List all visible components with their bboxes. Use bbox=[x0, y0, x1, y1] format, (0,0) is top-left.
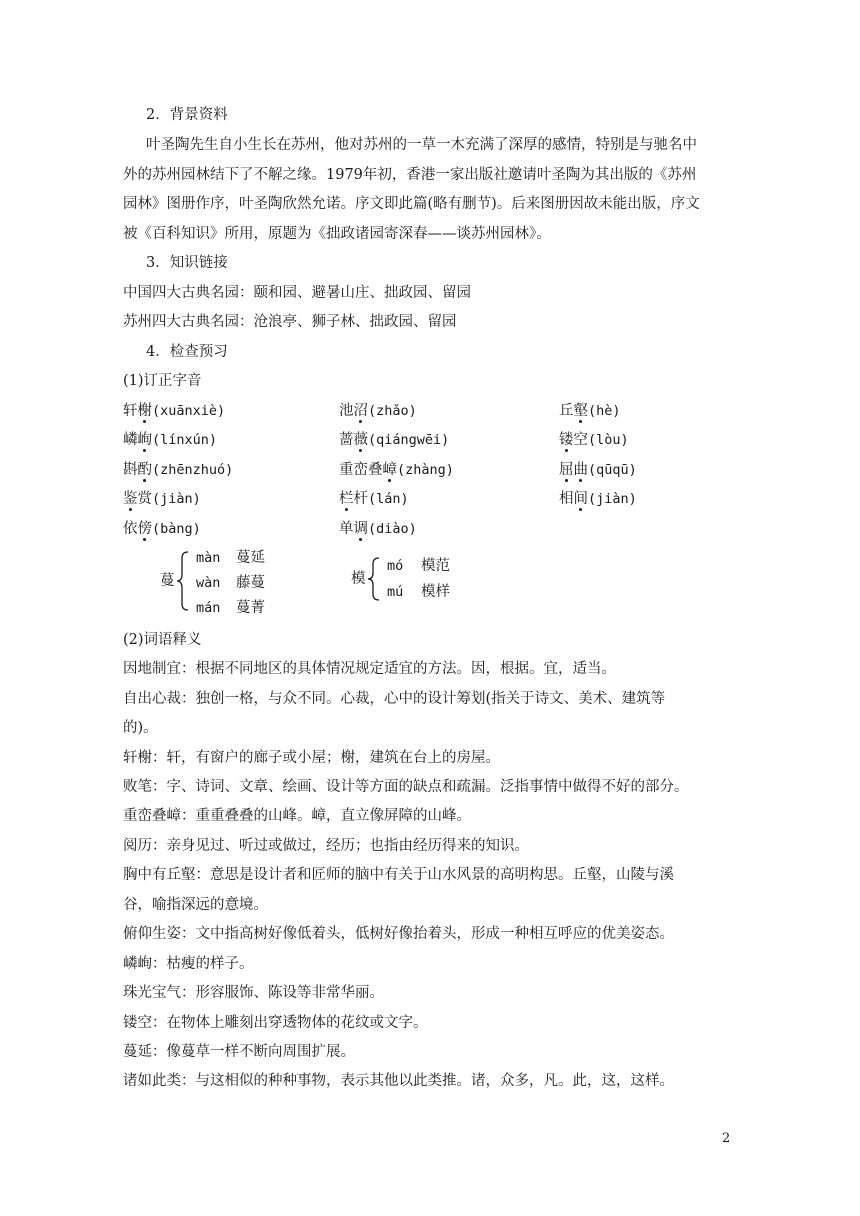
definition-line: 镂空：在物体上雕刻出穿透物体的花纹或文字。 bbox=[123, 1015, 428, 1031]
definition-line: 珠光宝气：形容服饰、陈设等非常华丽。 bbox=[123, 985, 384, 1001]
brace-icon bbox=[176, 550, 190, 612]
pron-item: 重峦叠嶂(zhàng) bbox=[339, 462, 454, 478]
definition-line: 谷，喻指深远的意境。 bbox=[123, 897, 268, 913]
brace-icon bbox=[367, 556, 381, 602]
paragraph-line: 被《百科知识》所用，原题为《拙政诸园寄深春——谈苏州园林》。 bbox=[123, 226, 551, 242]
pron-item: 池沼(zhǎo) bbox=[339, 403, 417, 419]
polyphone-word: 蔓延 bbox=[236, 550, 265, 566]
pron-item: 嶙峋(línxún) bbox=[123, 432, 218, 448]
paragraph-line: 外的苏州园林结下了不解之缘。1979年初，香港一家出版社邀请叶圣陶为其出版的《苏州 bbox=[123, 167, 697, 183]
definition-line: 阅历：亲身见过、听过或做过，经历；也指由经历得来的知识。 bbox=[123, 838, 529, 854]
definition-line: 自出心裁：独创一格，与众不同。心裁，心中的设计筹划(指关于诗文、美术、建筑等 bbox=[123, 691, 666, 707]
definition-line: 俯仰生姿：文中指高树好像低着头，低树好像抬着头，形成一种相互呼应的优美姿态。 bbox=[123, 926, 674, 942]
polyphone-reading: wàn bbox=[196, 575, 221, 591]
page-number: 2 bbox=[722, 1131, 731, 1146]
subheading-pronunciation: (1)订正字音 bbox=[123, 373, 202, 389]
polyphone-reading: mán bbox=[196, 600, 221, 616]
pron-item: 屈曲(qūqū) bbox=[559, 462, 637, 478]
polyphone-char-mo: 模 bbox=[351, 571, 366, 587]
pron-item: 依傍(bàng) bbox=[123, 521, 201, 537]
polyphone-word: 蔓菁 bbox=[236, 600, 265, 616]
definition-line: 蔓延：像蔓草一样不断向周围扩展。 bbox=[123, 1044, 355, 1060]
section-heading-knowledge-link: 3．知识链接 bbox=[146, 255, 228, 271]
knowledge-line: 苏州四大古典名园：沧浪亭、狮子林、拙政园、留园 bbox=[123, 314, 457, 330]
pron-item: 栏杆(lán) bbox=[339, 491, 409, 507]
definition-line: 因地制宜：根据不同地区的具体情况规定适宜的方法。因，根据。宜，适当。 bbox=[123, 661, 616, 677]
pron-item: 斟酌(zhēnzhuó) bbox=[123, 462, 234, 478]
definition-line: 重峦叠嶂：重重叠叠的山峰。嶂，直立像屏障的山峰。 bbox=[123, 808, 471, 824]
definition-line: 轩榭：轩，有窗户的廊子或小屋；榭，建筑在台上的房屋。 bbox=[123, 750, 500, 766]
polyphone-char-man: 蔓 bbox=[160, 573, 175, 589]
pron-item: 轩榭(xuānxiè) bbox=[123, 403, 226, 419]
pron-item: 相间(jiàn) bbox=[559, 491, 637, 507]
polyphone-reading: màn bbox=[196, 550, 221, 566]
paragraph-line: 叶圣陶先生自小生长在苏州，他对苏州的一草一木充满了深厚的感情，特别是与驰名中 bbox=[146, 137, 697, 153]
definition-line: 的)。 bbox=[123, 720, 158, 736]
definition-line: 诸如此类：与这相似的种种事物，表示其他以此类推。诸，众多，凡。此，这，这样。 bbox=[123, 1073, 674, 1089]
definition-line: 嶙峋：枯瘦的样子。 bbox=[123, 956, 254, 972]
subheading-definitions: (2)词语释义 bbox=[123, 632, 202, 648]
section-heading-background: 2．背景资料 bbox=[146, 107, 228, 123]
pron-item: 丘壑(hè) bbox=[559, 403, 621, 419]
definition-line: 败笔：字、诗词、文章、绘画、设计等方面的缺点和疏漏。泛指事情中做得不好的部分。 bbox=[123, 779, 689, 795]
pron-item: 镂空(lòu) bbox=[559, 432, 629, 448]
polyphone-reading: mú bbox=[387, 584, 404, 600]
section-heading-preview-check: 4．检查预习 bbox=[146, 344, 228, 360]
polyphone-word: 模样 bbox=[421, 584, 450, 600]
pron-item: 蔷薇(qiángwēi) bbox=[339, 432, 450, 448]
knowledge-line: 中国四大古典名园：颐和园、避暑山庄、拙政园、留园 bbox=[123, 285, 471, 301]
definition-line: 胸中有丘壑：意思是设计者和匠师的脑中有关于山水风景的高明构思。丘壑，山陵与溪 bbox=[123, 867, 674, 883]
pron-item: 鉴赏(jiàn) bbox=[123, 491, 201, 507]
polyphone-reading: mó bbox=[387, 558, 404, 574]
polyphone-word: 藤蔓 bbox=[236, 575, 265, 591]
paragraph-line: 园林》图册作序，叶圣陶欣然允诺。序文即此篇(略有删节)。后来图册因故未能出版，序文 bbox=[123, 196, 700, 212]
pron-item: 单调(diào) bbox=[339, 521, 417, 537]
polyphone-word: 模范 bbox=[421, 558, 450, 574]
